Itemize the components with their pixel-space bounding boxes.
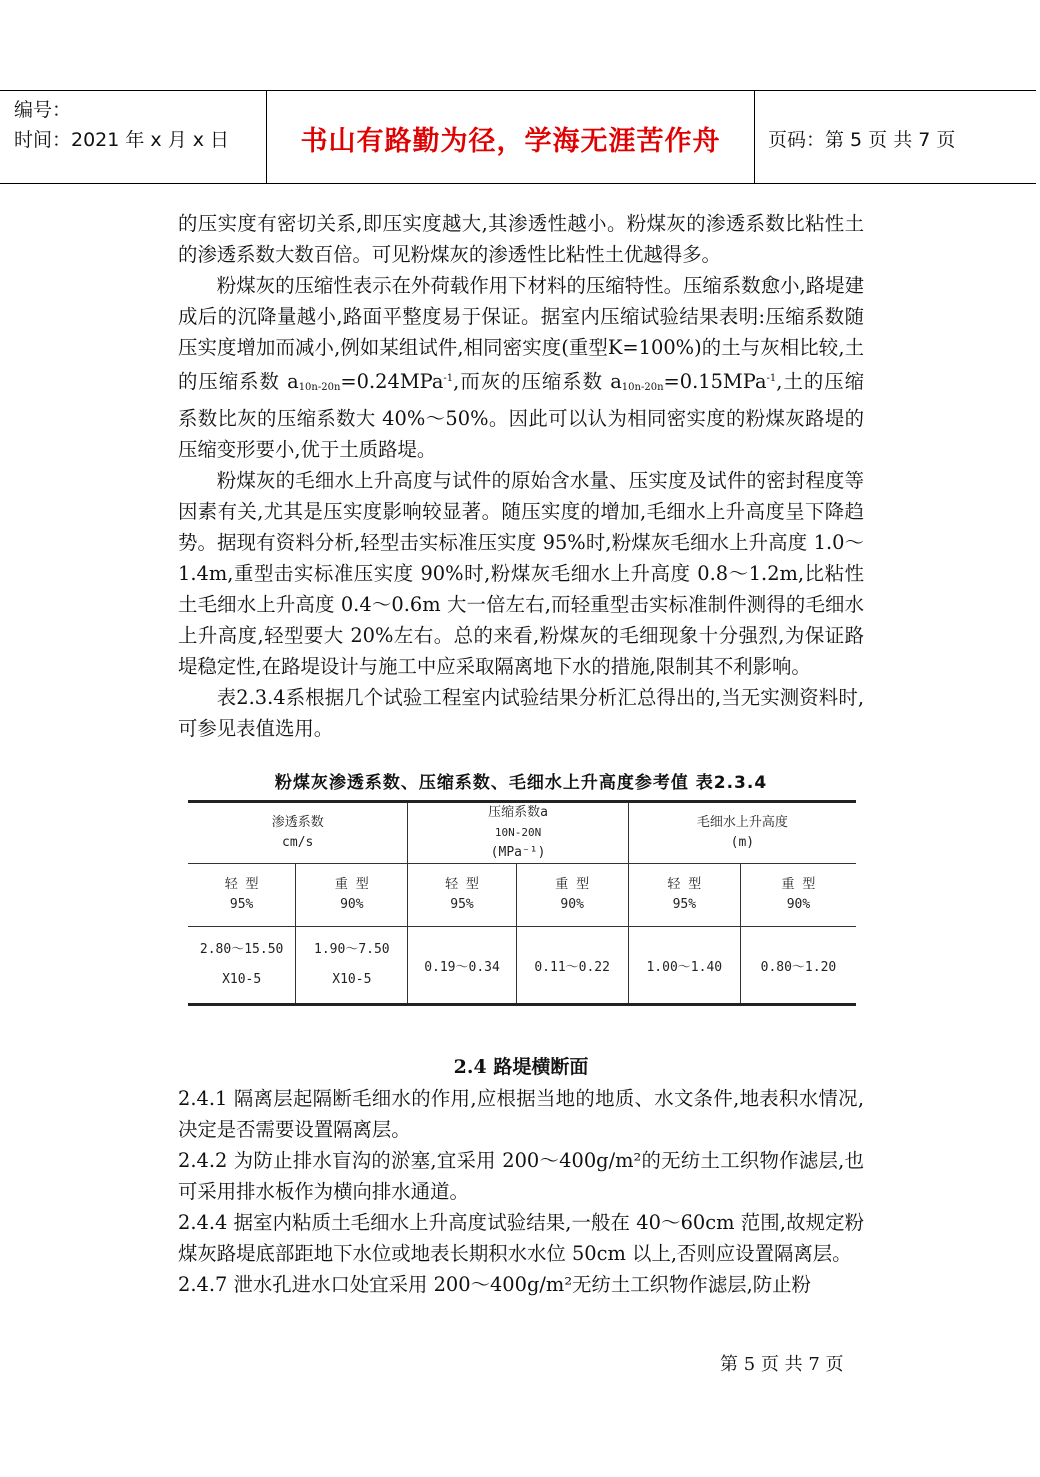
header-divider	[754, 91, 755, 183]
compaction-degree: 90%	[786, 897, 811, 912]
body-text	[178, 208, 864, 744]
compaction-degree: 95%	[672, 897, 697, 912]
table-header-row	[188, 802, 856, 864]
subscript: 10n-20n	[298, 382, 341, 393]
header-unit: cm/s	[282, 835, 314, 850]
header-page-number: 页码：第 5 页 共 7 页	[768, 129, 956, 151]
header-line	[408, 803, 627, 843]
document-time-label: 时间：2021 年 x 月 x 日	[14, 129, 230, 151]
clause-2-4-1: 2.4.1 隔离层起隔断毛细水的作用,应根据当地的地质、水文条件,地表积水情况,决定是否需要设置隔离层。	[178, 1087, 864, 1141]
superscript: -1	[766, 373, 777, 384]
header-meta	[14, 95, 229, 155]
table-subheader-cell	[740, 864, 856, 927]
table-cell: 0.19～0.34	[408, 927, 516, 1005]
cell-value: 1.90～7.50	[314, 942, 390, 957]
table-cell	[296, 927, 408, 1005]
clause-2-4-4: 2.4.4 据室内粘质土毛细水上升高度试验结果,一般在 40～60cm 范围,故规定粉煤灰路堤底部距地下水位或地表长期积水水位 50cm 以上,否则应设置隔离层。	[178, 1211, 864, 1265]
header-unit: (MPa⁻¹)	[490, 845, 546, 860]
clause-2-4-2: 2.4.2 为防止排水盲沟的淤塞,宜采用 200～400g/m²的无纺土工织物作滤层,也可采用排水板作为横向排水通道。	[178, 1149, 864, 1203]
compaction-type: 重 型	[555, 877, 590, 892]
compaction-type: 轻 型	[667, 877, 702, 892]
header-motto: 书山有路勤为径，学海无涯苦作舟	[300, 126, 721, 157]
text-run: ,而灰的压缩系数 a	[453, 370, 622, 393]
header-line: 毛细水上升高度	[696, 815, 788, 830]
table-cell	[188, 927, 296, 1005]
compaction-type: 轻 型	[224, 877, 259, 892]
table-subheader-row	[188, 864, 856, 927]
table-cell: 1.00～1.40	[628, 927, 740, 1005]
text-run: =0.15MPa	[663, 370, 767, 393]
paragraph-table-note: 表2.3.4系根据几个试验工程室内试验结果分析汇总得出的,当无实测资料时,可参见表值选用。	[178, 686, 864, 740]
superscript: -1	[443, 373, 454, 384]
compaction-degree: 90%	[340, 897, 364, 912]
table-group-header	[188, 802, 408, 864]
table-subheader-cell	[408, 864, 516, 927]
paragraph-capillary: 粉煤灰的毛细水上升高度与试件的原始含水量、压实度及试件的密封程度等因素有关,尤其是压实度影响较显著。随压实度的增加,毛细水上升高度呈下降趋势。据现有资料分析,轻型击实标准压实度 95%时,粉煤灰毛细水上升高度 1.0～1.4m,重型击实标准压实度 90%时,粉煤灰毛细水上升高度 0.8～1.2m,比粘性土毛细水上升高度 0.4～0.6m 大一倍左右,而轻重型击实标准制件测得的毛细水上升高度,轻型要大 20%左右。总的来看,粉煤灰的毛细现象十分强烈,为保证路堤稳定性,在路堤设计与施工中应采取隔离地下水的措施,限制其不利影响。	[178, 469, 864, 678]
cell-value: 2.80～15.50	[199, 942, 284, 957]
paragraph-compressibility	[178, 270, 864, 465]
page-footer: 第 5 页 共 7 页	[720, 1354, 844, 1375]
text-run: =0.24MPa	[340, 370, 444, 393]
compaction-type: 重 型	[334, 877, 369, 892]
header-line: 渗透系数	[271, 815, 324, 830]
table-row	[188, 927, 856, 1005]
table-caption: 粉煤灰渗透系数、压缩系数、毛细水上升高度参考值 表2.3.4	[274, 773, 768, 793]
table-group-header	[408, 802, 628, 864]
header-text: 压缩系数a	[488, 805, 548, 820]
compaction-degree: 95%	[229, 897, 254, 912]
compaction-degree: 95%	[450, 897, 474, 912]
reference-table	[188, 800, 856, 1006]
text-run: ,土的压缩系数比灰的压缩系数大 40%～50%。因此可以认为相同密实度的粉煤灰路堤的压缩变形要小,优于土质路堤。	[178, 370, 865, 461]
document-number-label: 编号：	[14, 99, 72, 121]
subscript: 10N-20N	[494, 826, 542, 839]
table-group-header	[628, 802, 856, 864]
table-cell: 0.11～0.22	[516, 927, 628, 1005]
table-subheader-cell	[296, 864, 408, 927]
subscript: 10n-20n	[621, 382, 664, 393]
table-subheader-cell	[516, 864, 628, 927]
paragraph-permeability: 的压实度有密切关系,即压实度越大,其渗透性越小。粉煤灰的渗透系数比粘性土的渗透系数大数百倍。可见粉煤灰的渗透性比粘性土优越得多。	[178, 212, 864, 266]
compaction-type: 轻 型	[445, 877, 479, 892]
compaction-type: 重 型	[781, 877, 816, 892]
clause-2-4-7: 2.4.7 泄水孔进水口处宜采用 200～400g/m²无纺土工织物作滤层,防止粉	[178, 1273, 811, 1296]
table-subheader-cell	[628, 864, 740, 927]
cell-unit: X10-5	[332, 972, 372, 987]
compaction-degree: 90%	[560, 897, 584, 912]
page-header	[0, 90, 1036, 184]
header-divider	[266, 91, 267, 183]
table-subheader-cell	[188, 864, 296, 927]
cell-unit: X10-5	[222, 972, 262, 987]
text-run: 粉煤灰的压缩性表示在外荷载作用下材料的压缩特性。压缩系数愈小,路堤建成后的沉降量越小,路面平整度易于保证。据室内压缩试验结果表明:压缩系数随压实度增加而减小,例如某组试件,相同密实度(重型K=100%)的土与灰相比较,土的压缩系数 a	[178, 274, 864, 393]
section-body	[178, 1083, 864, 1300]
header-unit: (m)	[730, 835, 755, 850]
section-heading: 2.4 路堤横断面	[453, 1056, 589, 1078]
table-cell: 0.80～1.20	[740, 927, 856, 1005]
